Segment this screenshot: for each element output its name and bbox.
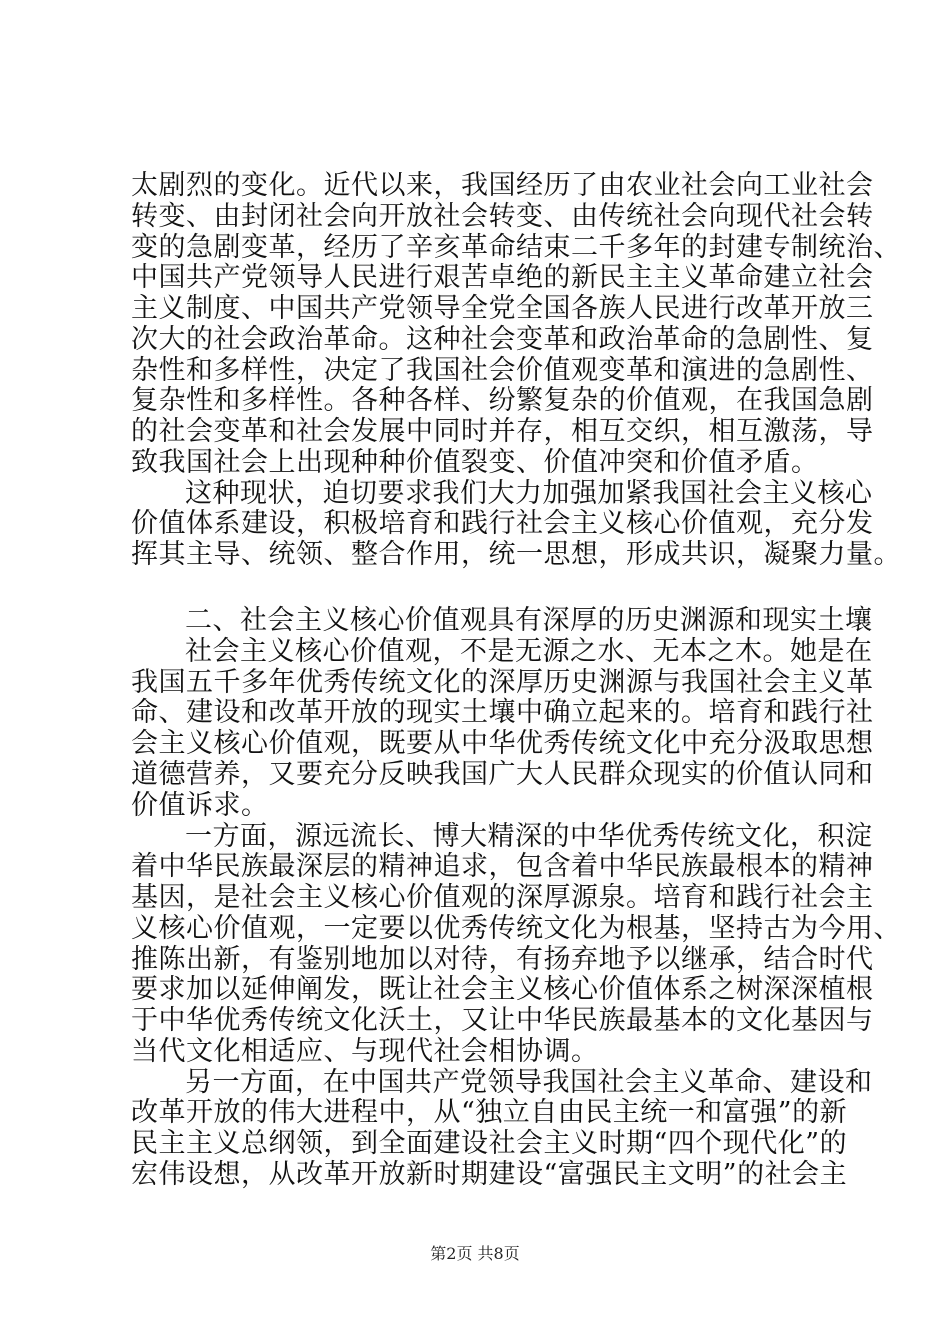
text-line: 要求加以延伸阐发，既让社会主义核心价值体系之树深深植根 [131, 974, 874, 1006]
paragraph-first-line: 这种现状，迫切要求我们大力加强加紧我国社会主义核心 [185, 477, 873, 509]
text-line: 民主主义总纲领，到全面建设社会主义时期“四个现代化”的 [131, 1128, 848, 1160]
paragraph-first-line: 社会主义核心价值观，不是无源之水、无本之木。她是在 [185, 635, 873, 667]
text-line: 太剧烈的变化。近代以来，我国经历了由农业社会向工业社会 [131, 170, 874, 201]
text-line: 推陈出新，有鉴别地加以对待，有扬弃地予以继承，结合时代 [131, 943, 874, 975]
text-line: 着中华民族最深层的精神追求，包含着中华民族最根本的精神 [131, 851, 874, 883]
text-line: 挥其主导、统领、整合作用，统一思想，形成共识，凝聚力量。 [131, 539, 901, 571]
text-line: 变的急剧变革，经历了辛亥革命结束二千多年的封建专制统治、 [131, 231, 901, 263]
text-line: 于中华优秀传统文化沃土，又让中华民族最基本的文化基因与 [131, 1005, 874, 1037]
paragraph-first-line: 另一方面，在中国共产党领导我国社会主义革命、建设和 [185, 1066, 873, 1098]
text-line: 命、建设和改革开放的现实土壤中确立起来的。培育和践行社 [131, 697, 874, 729]
text-line: 道德营养，又要充分反映我国广大人民群众现实的价值认同和 [131, 759, 874, 790]
text-line: 转变、由封闭社会向开放社会转变、由传统社会向现代社会转 [131, 200, 874, 232]
paragraph-first-line: 一方面，源远流长、博大精深的中华优秀传统文化，积淀 [185, 820, 873, 852]
text-line: 杂性和多样性，决定了我国社会价值观变革和演进的急剧性、 [131, 354, 874, 386]
text-line: 当代文化相适应、与现代社会相协调。 [131, 1035, 599, 1067]
text-line: 主义制度、中国共产党领导全党全国各族人民进行改革开放三 [131, 293, 874, 325]
text-line: 价值诉求。 [131, 789, 269, 821]
text-line: 中国共产党领导人民进行艰苦卓绝的新民主主义革命建立社会 [131, 262, 874, 294]
text-line: 价值体系建设，积极培育和践行社会主义核心价值观，充分发 [131, 508, 874, 540]
text-line: 宏伟设想，从改革开放新时期建设“富强民主文明”的社会主 [131, 1159, 848, 1190]
text-line: 我国五千多年优秀传统文化的深厚历史渊源与我国社会主义革 [131, 666, 874, 698]
text-line: 复杂性和多样性。各种各样、纷繁复杂的价值观，在我国急剧 [131, 385, 874, 417]
page-footer: 第2页 共8页 [430, 1244, 520, 1263]
text-line: 基因，是社会主义核心价值观的深厚源泉。培育和践行社会主 [131, 882, 874, 914]
text-line: 改革开放的伟大进程中，从“独立自由民主统一和富强”的新 [131, 1097, 848, 1129]
text-line: 义核心价值观，一定要以优秀传统文化为根基，坚持古为今用、 [131, 912, 901, 944]
section-heading: 二、社会主义核心价值观具有深厚的历史渊源和现实土壤 [185, 605, 873, 637]
text-line: 的社会变革和社会发展中同时并存，相互交织，相互激荡，导 [131, 416, 874, 448]
text-line: 致我国社会上出现种种价值裂变、价值冲突和价值矛盾。 [131, 446, 819, 478]
text-line: 会主义核心价值观，既要从中华优秀传统文化中充分汲取思想 [131, 728, 874, 760]
text-line: 次大的社会政治革命。这种社会变革和政治革命的急剧性、复 [131, 323, 874, 355]
